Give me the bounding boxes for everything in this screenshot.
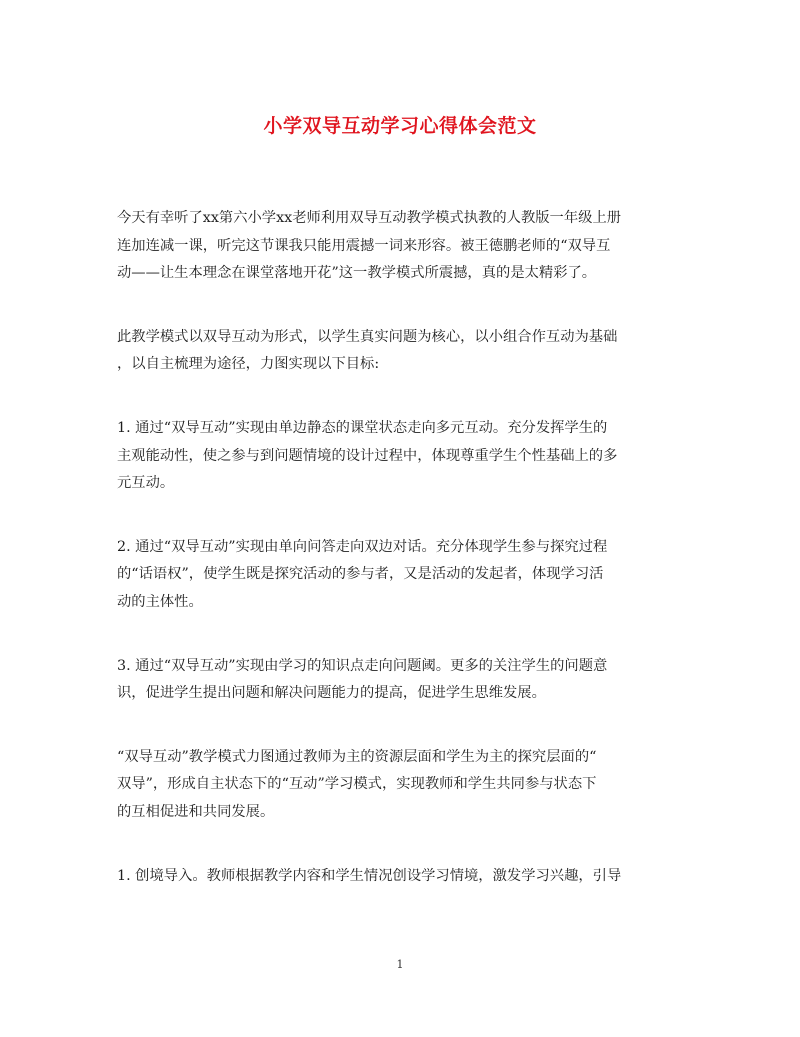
paragraph-step-1 (117, 863, 673, 891)
text-line: 的“话语权”，使学生既是探究活动的参与者，又是活动的发起者，体现学习活 (117, 566, 604, 583)
text-line: 连加连减一课，听完这节课我只能用震撼一词来形容。被王德鹏老师的“双导互 (117, 237, 611, 254)
text-line: 识，促进学生提出问题和解决问题能力的提高，促进学生思维发展。 (117, 685, 546, 702)
document-body (117, 205, 673, 926)
text-line: ，以自主梳理为途径，力图实现以下目标: (117, 356, 380, 373)
page-number: 1 (396, 958, 404, 971)
text-line: 主观能动性，使之参与到问题情境的设计过程中，体现尊重学生个性基础上的多 (117, 447, 618, 464)
paragraph-model-description (117, 324, 673, 379)
paragraph-intro (117, 205, 673, 288)
text-line: 元互动。 (117, 475, 175, 492)
document-title: 小学双导互动学习心得体会范文 (263, 115, 537, 137)
text-line: 动——让生本理念在课堂落地开花”这一教学模式所震撼，真的是太精彩了。 (117, 265, 597, 282)
paragraph-goal-2 (117, 534, 673, 617)
paragraph-model-summary (117, 744, 673, 827)
paragraph-goal-3 (117, 653, 673, 708)
text-line: 1. 创境导入。教师根据教学内容和学生情况创设学习情境，激发学习兴趣，引导 (117, 867, 622, 884)
text-line: 的互相促进和共同发展。 (117, 803, 275, 820)
text-line: 今天有幸听了xx第六小学xx老师利用双导互动教学模式执教的人教版一年级上册 (117, 210, 622, 226)
text-line: 动的主体性。 (117, 593, 203, 610)
text-line: 双导”，形成自主状态下的“互动”学习模式，实现教师和学生共同参与状态下 (117, 776, 597, 793)
text-line: 2. 通过“双导互动”实现由单向问答走向双边对话。充分体现学生参与探究过程 (117, 538, 608, 555)
paragraph-goal-1 (117, 415, 673, 498)
text-line: 1. 通过“双导互动”实现由单边静态的课堂状态走向多元互动。充分发挥学生的 (117, 419, 608, 436)
text-line: 此教学模式以双导互动为形式，以学生真实问题为核心，以小组合作互动为基础 (117, 328, 618, 345)
text-line: 3. 通过“双导互动”实现由学习的知识点走向问题阈。更多的关注学生的问题意 (117, 657, 608, 674)
text-line: “双导互动”教学模式力图通过教师为主的资源层面和学生为主的探究层面的“ (117, 748, 597, 765)
